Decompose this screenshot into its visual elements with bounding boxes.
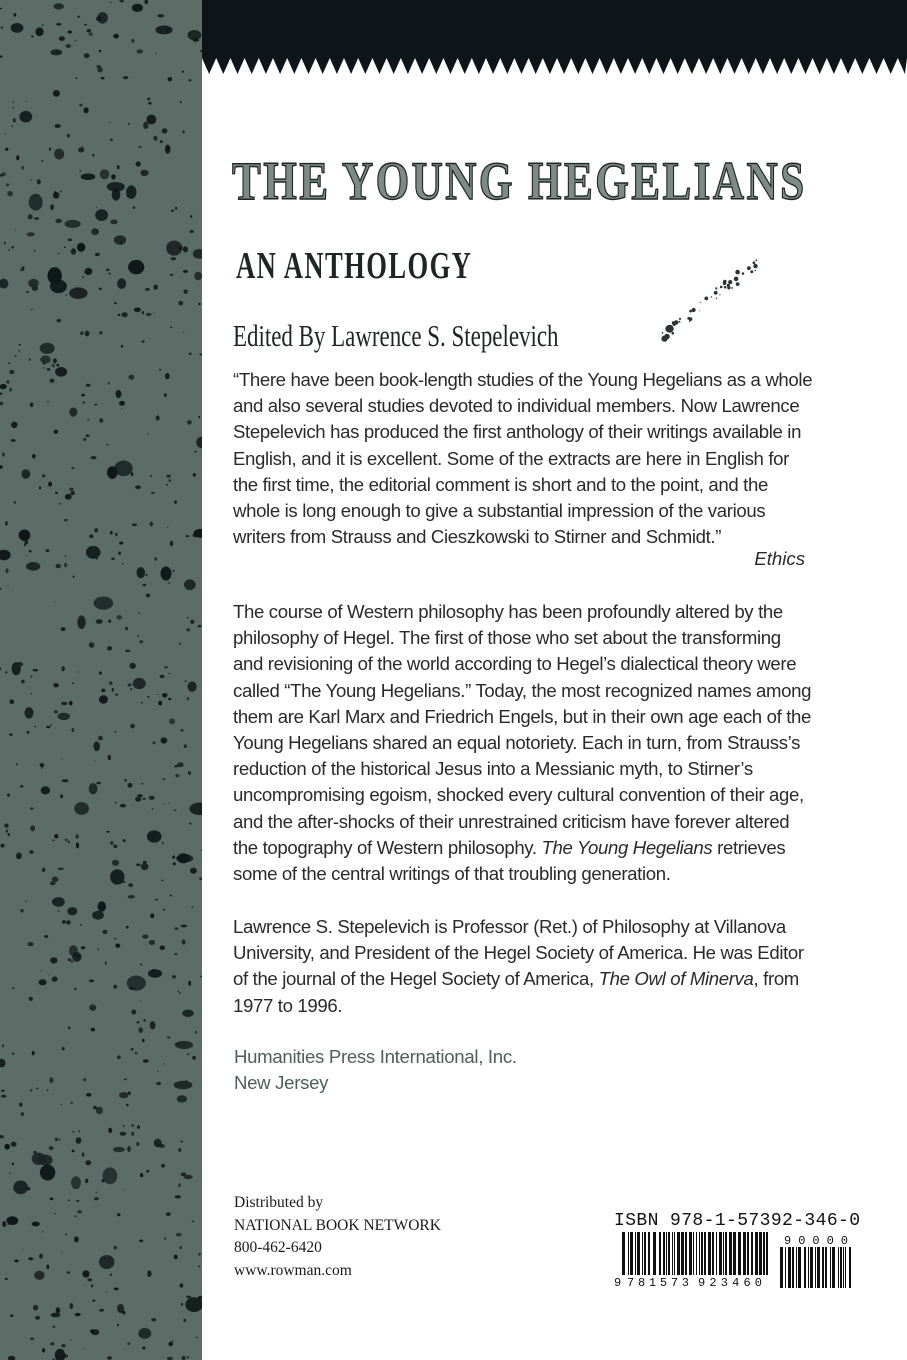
quote-line: the first time, the editorial comment is short and to the point, and the: [233, 473, 768, 495]
top-band: [202, 0, 907, 58]
ink-speckle-decoration: [648, 250, 768, 350]
bio-line: Lawrence S. Stepelevich is Professor (Ret.) of Philosophy at Villanova: [233, 916, 786, 937]
book-description: [233, 599, 833, 887]
publisher-location: New Jersey: [234, 1072, 329, 1093]
speckled-spine-panel: [0, 0, 202, 1360]
ean-left-digits: 781573: [627, 1276, 689, 1288]
publisher-info: [234, 1044, 517, 1096]
blurb-prefix: the topography of Western philosophy.: [233, 836, 542, 858]
blurb-line: them are Karl Marx and Friedrich Engels, but in their own age each of the: [233, 705, 812, 727]
quote-line: whole is long enough to give a substantial impression of the various: [233, 500, 766, 522]
editor-credit: Edited By Lawrence S. Stepelevich: [233, 318, 559, 353]
blurb-line: called “The Young Hegelians.” Today, the most recognized names among: [233, 679, 812, 701]
distributor-info: [234, 1192, 441, 1282]
book-subtitle: AN ANTHOLOGY: [236, 245, 473, 287]
quote-line: “There have been book-length studies of the Young Hegelians as a whole: [233, 369, 813, 390]
ean-first-digit: 9: [614, 1276, 622, 1288]
bio-line: University, and President of the Hegel Society of America. He was Editor: [233, 942, 804, 964]
editor-bio: [233, 914, 833, 1019]
blurb-line: uncompromising egoism, shocked every cultural convention of their age,: [233, 784, 804, 806]
isbn-text: ISBN 978-1-57392-346-0: [614, 1211, 861, 1231]
quote-source: Ethics: [754, 548, 805, 569]
blurb-line: philosophy of Hegel. The first of those who set about the transforming: [233, 627, 781, 649]
book-title: THE YOUNG HEGELIANS: [232, 151, 807, 211]
isbn-barcode: [612, 1232, 858, 1288]
quote-line: writers from Strauss and Cieszkowski to Stirner and Schmidt.”: [233, 526, 722, 548]
publisher-name: Humanities Press International, Inc.: [234, 1046, 517, 1067]
blurb-line: Young Hegelians shared an equal notoriety. Each in turn, from Strauss’s: [233, 732, 801, 754]
blurb-suffix: retrieves: [712, 836, 786, 858]
blurb-line: and revisioning of the world according to Hegel’s dialectical theory were: [233, 653, 797, 675]
quote-line: English, and it is excellent. Some of the extracts are here in English for: [233, 447, 789, 469]
addon-digits: 90000: [784, 1234, 848, 1248]
quote-line: Stepelevich has produced the first anthology of their writings available in: [233, 421, 802, 443]
bio-prefix: of the journal of the Hegel Society of America,: [233, 968, 599, 990]
book-title-italic: The Young Hegelians: [541, 836, 713, 858]
review-quote: [233, 367, 833, 550]
addon-barcode-bars: [780, 1247, 851, 1288]
blurb-line: some of the central writings of that troubling generation.: [233, 863, 671, 885]
ink-splatter-pattern: [0, 0, 202, 1360]
blurb-line: and the after-shocks of their unrestrained criticism have forever altered: [233, 810, 790, 832]
bio-line: 1977 to 1996.: [233, 994, 343, 1016]
blurb-line: [233, 835, 833, 861]
distributor-website: www.rowman.com: [234, 1261, 352, 1279]
distributor-phone: 800-462-6420: [234, 1239, 322, 1256]
ean-right-digits: 923460: [698, 1276, 762, 1288]
distributor-label: Distributed by: [234, 1194, 324, 1211]
quote-line: and also several studies devoted to individual members. Now Lawrence: [233, 395, 800, 417]
zigzag-border: [202, 56, 907, 78]
bio-suffix: , from: [753, 968, 799, 990]
blurb-line: The course of Western philosophy has been profoundly altered by the: [233, 601, 783, 622]
blurb-line: reduction of the historical Jesus into a Messianic myth, to Stirner’s: [233, 758, 753, 780]
bio-line: [233, 966, 833, 992]
distributor-name: NATIONAL BOOK NETWORK: [234, 1216, 441, 1234]
journal-title-italic: The Owl of Minerva: [598, 968, 754, 990]
